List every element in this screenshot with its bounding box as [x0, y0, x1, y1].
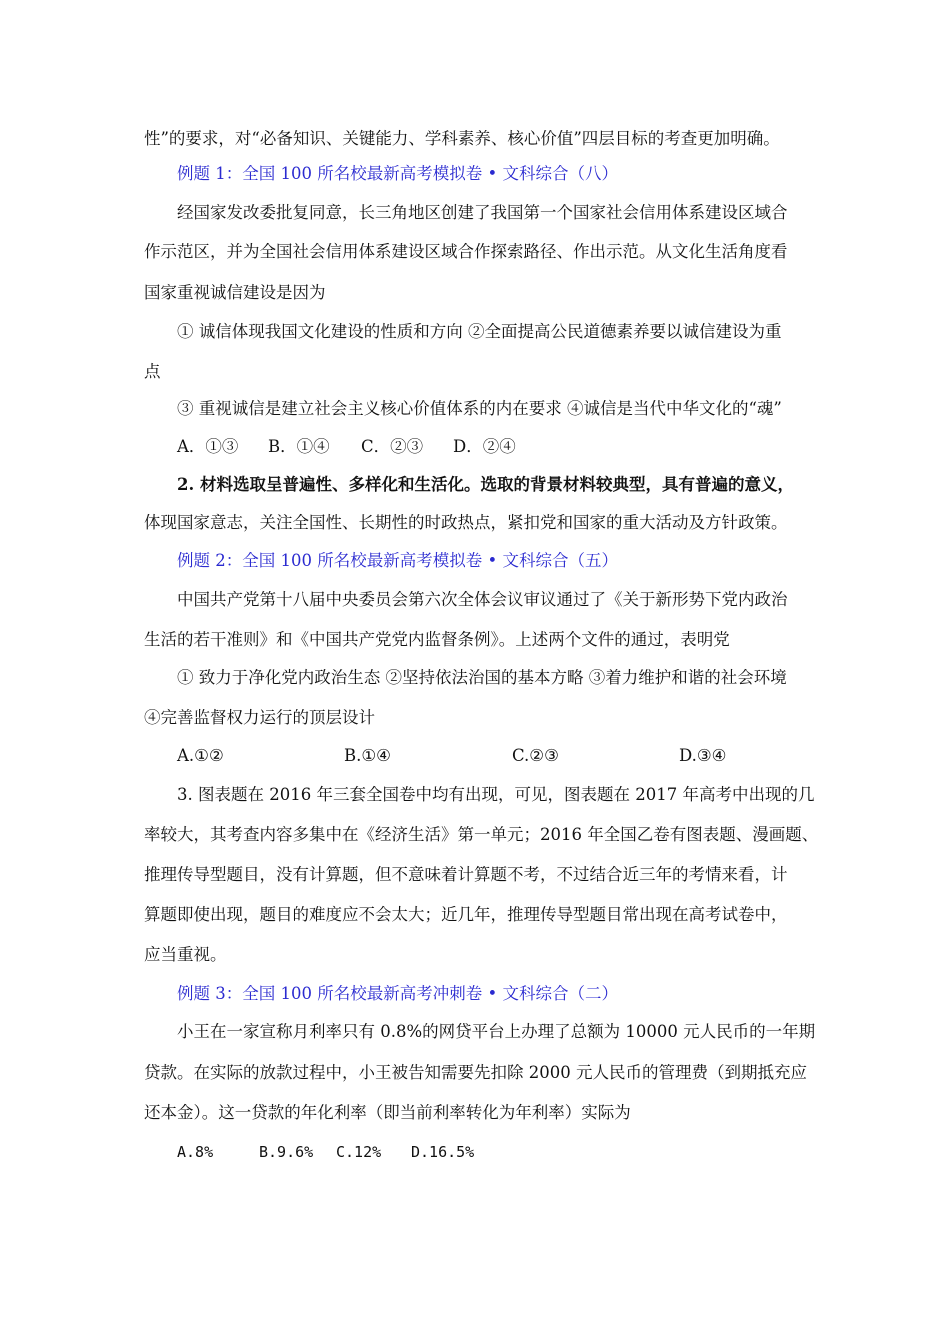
example-3-title: 例题 3：全国 100 所名校最新高考冲刺卷 • 文科综合（二） [177, 984, 618, 1003]
option-b: B.9.6% [259, 1143, 314, 1161]
example-1-statement: ③ 重视诚信是建立社会主义核心价值体系的内在要求 ④诚信是当代中华文化的“魂” [177, 399, 782, 418]
point-3-paragraph: 率较大，其考查内容多集中在《经济生活》第一单元；2016 年全国乙卷有图表题、漫画题、 [144, 825, 819, 844]
example-1-statement: 点 [144, 362, 161, 381]
point-3-paragraph: 算题即使出现，题目的难度应不会太大；近几年，推理传导型题目常出现在高考试卷中， [144, 905, 788, 924]
example-1-paragraph: 作示范区，并为全国社会信用体系建设区域合作探索路径、作出示范。从文化生活角度看 [144, 242, 788, 261]
point-2-paragraph: 2. 材料选取呈普遍性、多样化和生活化。选取的背景材料较典型，具有普遍的意义， [177, 475, 794, 494]
example-2-statement: ① 致力于净化党内政治生态 ②坚持依法治国的基本方略 ③着力维护和谐的社会环境 [177, 668, 787, 687]
example-2-title: 例题 2：全国 100 所名校最新高考模拟卷 • 文科综合（五） [177, 551, 618, 570]
intro-line: 性”的要求，对“必备知识、关键能力、学科素养、核心价值”四层目标的考查更加明确。 [144, 129, 780, 148]
example-1-title: 例题 1：全国 100 所名校最新高考模拟卷 • 文科综合（八） [177, 164, 618, 183]
example-1-paragraph: 经国家发改委批复同意，长三角地区创建了我国第一个国家社会信用体系建设区域合 [177, 203, 788, 222]
option-b: B．①④ [268, 437, 330, 456]
point-3-paragraph: 推理传导型题目，没有计算题，但不意味着计算题不考，不过结合近三年的考情来看，计 [144, 865, 788, 884]
example-3-paragraph: 还本金）。这一贷款的年化利率（即当前利率转化为年利率）实际为 [144, 1103, 631, 1122]
example-3-paragraph: 小王在一家宣称月利率只有 0.8%的网贷平台上办理了总额为 10000 元人民币的一年期 [177, 1022, 816, 1041]
point-2-paragraph: 体现国家意志，关注全国性、长期性的时政热点，紧扣党和国家的重大活动及方针政策。 [144, 513, 788, 532]
point-3-paragraph: 3. 图表题在 2016 年三套全国卷中均有出现，可见，图表题在 2017 年高考中出现的几 [177, 785, 815, 804]
option-a: A．①③ [177, 437, 239, 456]
option-a: A.①② [177, 746, 224, 765]
example-1-statement: ① 诚信体现我国文化建设的性质和方向 ②全面提高公民道德素养要以诚信建设为重 [177, 322, 782, 341]
point-3-paragraph: 应当重视。 [144, 945, 227, 964]
example-2-paragraph: 生活的若干准则》和《中国共产党党内监督条例》。上述两个文件的通过，表明党 [144, 630, 730, 649]
example-2-statement: ④完善监督权力运行的顶层设计 [144, 708, 375, 727]
example-1-paragraph: 国家重视诚信建设是因为 [144, 283, 326, 302]
option-d: D.16.5% [411, 1143, 475, 1161]
option-a: A.8% [177, 1143, 214, 1161]
example-2-paragraph: 中国共产党第十八届中央委员会第六次全体会议审议通过了《关于新形势下党内政治 [177, 590, 788, 609]
example-3-paragraph: 贷款。在实际的放款过程中，小王被告知需要先扣除 2000 元人民币的管理费（到期抵充应 [144, 1063, 807, 1082]
option-d: D．②④ [453, 437, 516, 456]
option-c: C．②③ [361, 437, 424, 456]
option-d: D.③④ [679, 746, 727, 765]
option-b: B.①④ [344, 746, 391, 765]
option-c: C.12% [336, 1143, 382, 1161]
option-c: C.②③ [512, 746, 559, 765]
